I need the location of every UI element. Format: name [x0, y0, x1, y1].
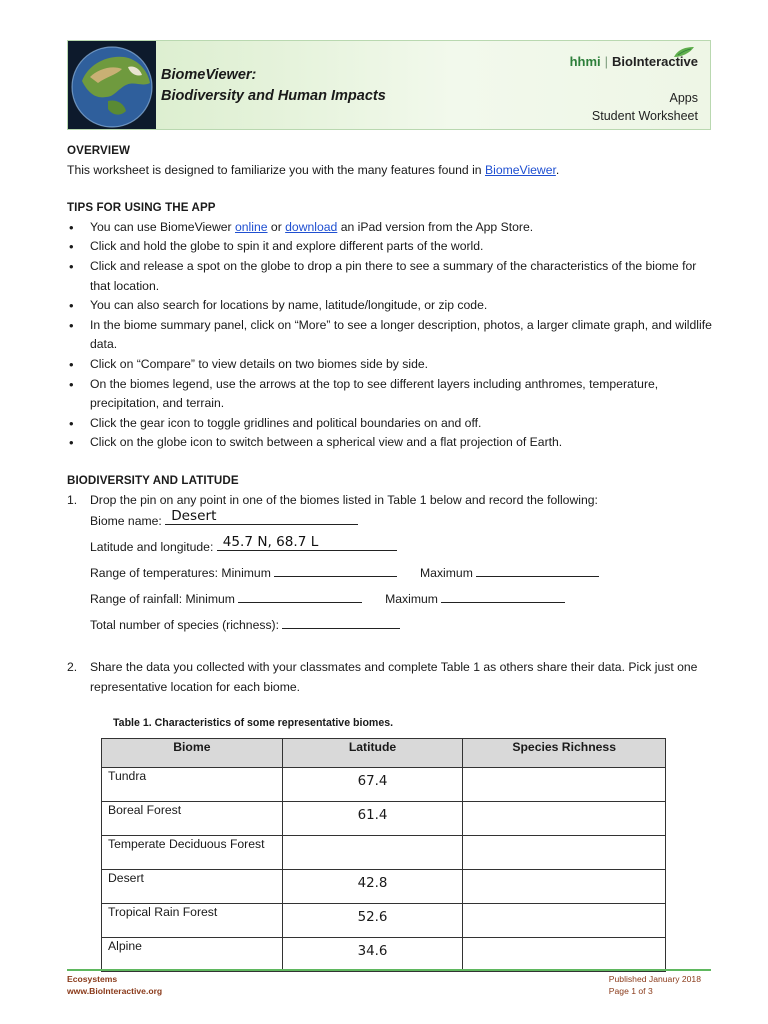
- tip-item: • On the biomes legend, use the arrows at the top to see different layers including anthromes, temperature, precipitation, and terrain.: [67, 375, 712, 414]
- question-number: 1.: [67, 492, 78, 507]
- biome-cell: Tundra: [102, 768, 283, 802]
- species-label: Total number of species (richness):: [90, 618, 279, 633]
- tips-heading: TIPS FOR USING THE APP: [67, 201, 216, 215]
- rain-min-field[interactable]: [238, 588, 362, 603]
- latitude-cell[interactable]: 34.6: [282, 938, 463, 972]
- brand-name: BioInteractive: [612, 54, 698, 69]
- latitude-cell[interactable]: 52.6: [282, 904, 463, 938]
- question-2-text: Share the data you collected with your classmates and complete Table 1 as others share their data. Pick just one representative location for each biome.: [90, 660, 698, 694]
- header-banner: [67, 40, 711, 130]
- footer-published: Published January 2018: [608, 974, 701, 984]
- species-row: [90, 614, 712, 640]
- overview-text-b: .: [555, 162, 560, 177]
- latitude-cell[interactable]: 67.4: [282, 768, 463, 802]
- download-link[interactable]: download: [285, 219, 338, 234]
- rain-min-label: Range of rainfall: Minimum: [90, 592, 235, 607]
- biome-name-value: Desert: [171, 507, 217, 524]
- rain-max-label: Maximum: [385, 592, 438, 607]
- temp-min-field[interactable]: [274, 562, 397, 577]
- header-biome: Biome: [102, 739, 283, 768]
- latlon-label: Latitude and longitude:: [90, 540, 214, 555]
- biodiversity-heading: BIODIVERSITY AND LATITUDE: [67, 473, 239, 487]
- richness-cell[interactable]: [463, 904, 666, 938]
- biome-cell: Boreal Forest: [102, 802, 283, 836]
- tip-item: • You can also search for locations by name, latitude/longitude, or zip code.: [67, 296, 712, 316]
- question-1-text: Drop the pin on any point in one of the biomes listed in Table 1 below and record the following:: [90, 492, 598, 507]
- online-link[interactable]: online: [235, 219, 268, 234]
- tips-list: [67, 218, 712, 453]
- footer-page-number: Page 1 of 3: [608, 985, 653, 996]
- latlon-row: [90, 532, 712, 562]
- footer-topic: Ecosystems: [67, 974, 118, 984]
- biome-name-row: [90, 507, 712, 532]
- tip-text: or: [267, 219, 286, 234]
- latlon-field[interactable]: [217, 533, 397, 551]
- table-row: [102, 836, 666, 870]
- richness-cell[interactable]: [463, 802, 666, 836]
- table-row: [102, 768, 666, 802]
- biome-cell: Alpine: [102, 938, 283, 972]
- question-number: 2.: [67, 660, 78, 675]
- header-species-richness: Species Richness: [463, 739, 666, 768]
- footer-divider: [67, 969, 711, 971]
- globe-image: [68, 41, 156, 129]
- brand-hhmi: hhmi: [569, 54, 601, 69]
- table-row: [102, 904, 666, 938]
- latlon-value: 45.7 N, 68.7 L: [222, 533, 319, 550]
- richness-cell[interactable]: [463, 938, 666, 972]
- title-line-1: BiomeViewer:: [161, 67, 257, 83]
- latitude-cell[interactable]: [282, 836, 463, 870]
- richness-cell[interactable]: [463, 870, 666, 904]
- overview-text: [67, 161, 712, 181]
- tip-item: • Click and hold the globe to spin it and explore different parts of the world.: [67, 237, 712, 257]
- subtitle-worksheet: Student Worksheet: [591, 109, 698, 123]
- header-subtitle: [592, 89, 698, 125]
- biome-name-label: Biome name:: [90, 514, 162, 529]
- overview-heading: OVERVIEW: [67, 144, 131, 157]
- tip-item: [67, 218, 712, 238]
- footer-left: [67, 974, 162, 997]
- temp-max-field[interactable]: [476, 562, 599, 577]
- tip-item: • Click on “Compare” to view details on two biomes side by side.: [67, 355, 712, 375]
- overview-text-a: This worksheet is designed to familiarize you with the many features found in: [67, 162, 485, 177]
- table-row: [102, 870, 666, 904]
- hhmi-biointeractive-logo: hhmi | BioInteractive: [569, 54, 698, 69]
- species-field[interactable]: [282, 614, 400, 629]
- title-line-2: Biodiversity and Human Impacts: [161, 88, 386, 104]
- latitude-cell[interactable]: 61.4: [282, 802, 463, 836]
- tip-text: an iPad version from the App Store.: [337, 219, 534, 234]
- rainfall-row: [90, 588, 712, 614]
- document-title: [161, 65, 386, 107]
- footer-website: www.BioInteractive.org: [67, 985, 163, 996]
- tip-item: • Click and release a spot on the globe to drop a pin there to see a summary of the characteristics of the biome for that location.: [67, 257, 712, 296]
- footer-right: [609, 974, 701, 997]
- temp-max-label: Maximum: [420, 566, 473, 581]
- table-row: [102, 802, 666, 836]
- tip-text: You can use BiomeViewer: [90, 219, 235, 234]
- biome-cell: Tropical Rain Forest: [102, 904, 283, 938]
- tip-item: • Click on the globe icon to switch between a spherical view and a flat projection of Earth.: [67, 433, 712, 453]
- table-caption: Table 1. Characteristics of some representative biomes.: [113, 717, 394, 729]
- subtitle-apps: Apps: [669, 91, 698, 105]
- biome-name-field[interactable]: [165, 507, 358, 525]
- biome-cell: Desert: [102, 870, 283, 904]
- tip-item: • In the biome summary panel, click on “More” to see a longer description, photos, a larger climate graph, and wildlife data.: [67, 316, 712, 355]
- table-header-row: [102, 739, 666, 768]
- rain-max-field[interactable]: [441, 588, 565, 603]
- biome-table: [101, 738, 666, 972]
- question-1: [67, 491, 712, 641]
- biomeviewer-link[interactable]: BiomeViewer: [484, 162, 556, 177]
- table-row: [102, 938, 666, 972]
- worksheet-body: [67, 141, 712, 697]
- tip-item: • Click the gear icon to toggle gridlines and political boundaries on and off.: [67, 414, 712, 434]
- temp-min-label: Range of temperatures: Minimum: [90, 566, 271, 581]
- biome-cell: Temperate Deciduous Forest: [102, 836, 283, 870]
- header-latitude: Latitude: [282, 739, 463, 768]
- temperature-row: [90, 562, 712, 588]
- latitude-cell[interactable]: 42.8: [282, 870, 463, 904]
- richness-cell[interactable]: [463, 836, 666, 870]
- question-2: [67, 658, 712, 697]
- richness-cell[interactable]: [463, 768, 666, 802]
